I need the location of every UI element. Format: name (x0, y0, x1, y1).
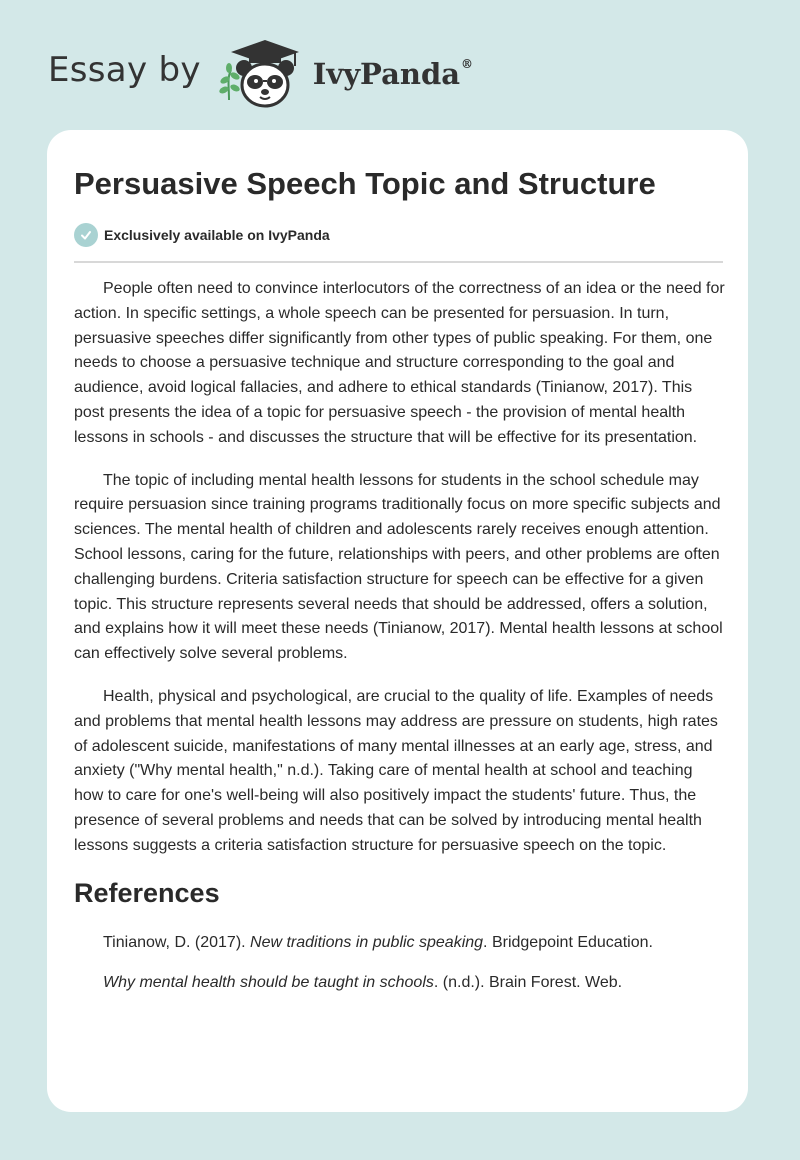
exclusive-badge (74, 223, 330, 247)
essay-card (47, 130, 748, 1112)
paragraph: People often need to convince interlocutors of the correctness of an idea or the need for action. In specific settings, a whole speech can be presented for persuasion. In turn, persuasive speeches differ significantly from other types of public speaking. For them, one needs to choose a persuasive technique and structure corresponding to the goal and audience, avoid logical fallacies, and adhere to ethical standards (Tinianow, 2017). This post presents the idea of a topic for persuasive speech - the provision of mental health lessons in schools - and discusses the structure that will be effective for its presentation. (74, 280, 725, 446)
essay-body (74, 277, 725, 1012)
reference-item: Tinianow, D. (2017). New traditions in public speaking. Bridgepoint Education. (103, 933, 653, 951)
essay-by-label: Essay by (48, 50, 201, 90)
divider (74, 261, 723, 263)
reference-item: Why mental health should be taught in schools. (n.d.). Brain Forest. Web. (103, 974, 623, 992)
references-heading: References (74, 877, 220, 908)
panda-logo-icon[interactable] (215, 36, 307, 110)
paragraph: The topic of including mental health lessons for students in the school schedule may require persuasion since training programs traditionally focus on more specific subjects and sciences. The mental health of children and adolescents rarely receives enough attention. School lessons, caring for the future, relationships with peers, and other problems are often challenging burdens. Criteria satisfaction structure for speech can be effective for a given topic. This structure represents several needs that should be addressed, offers a solution, and explains how it will meet these needs (Tinianow, 2017). Mental health lessons at school can effectively solve several problems. (74, 471, 723, 663)
page-title: Persuasive Speech Topic and Structure (74, 166, 656, 201)
paragraph: Health, physical and psychological, are crucial to the quality of life. Examples of needs and problems that mental health lessons may address are pressure on students, high rates of adolescent suicide, manifestations of many mental illnesses at an early age, stress, and anxiety ("Why mental health," n.d.). Taking care of mental health at school and teaching how to care for one's well-being will also positively impact the students' future. Thus, the presence of several problems and needs that can be solved by introducing mental health lessons suggests a criteria satisfaction structure for persuasive speech on the topic. (74, 687, 718, 854)
check-circle-icon (74, 223, 98, 247)
exclusive-badge-label: Exclusively available on IvyPanda (104, 227, 330, 243)
brand-name[interactable]: IvyPanda® (312, 57, 474, 91)
registered-mark: ® (461, 57, 474, 71)
site-header (48, 36, 473, 110)
